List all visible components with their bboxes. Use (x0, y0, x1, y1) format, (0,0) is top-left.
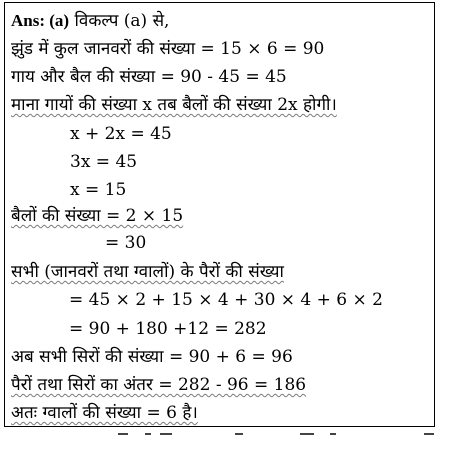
equation-line-1: x + 2x = 45 (70, 124, 172, 144)
solution-line-3: गाय और बैल की संख्या = 90 - 45 = 45 (11, 67, 287, 87)
option-text: विकल्प (a) से, (74, 11, 170, 31)
solution-line-9: = 90 + 180 +12 = 282 (69, 319, 267, 339)
solution-line-4: माना गायों की संख्या x तब बैलों की संख्या 2x होगी। (11, 95, 337, 115)
solution-box (4, 2, 435, 427)
solution-line-11: पैरों तथा सिरों का अंतर = 282 - 96 = 186 (11, 375, 307, 395)
solution-line-10: अब सभी सिरों की संख्या = 90 + 6 = 96 (11, 347, 293, 367)
solution-line-7: सभी (जानवरों तथा ग्वालों) के पैरों की संख्या (11, 262, 284, 282)
solution-line-2: झुंड में कुल जानवरों की संख्या = 15 × 6 = 90 (11, 39, 325, 59)
solution-line-8: = 45 × 2 + 15 × 4 + 30 × 4 + 6 × 2 (69, 290, 383, 310)
solution-line-1 (11, 11, 169, 31)
solution-line-6: = 30 (105, 233, 147, 253)
solution-line-5: बैलों की संख्या = 2 × 15 (11, 206, 184, 226)
equation-line-3: x = 15 (70, 180, 127, 200)
answer-label: Ans: (a) (11, 11, 70, 30)
solution-line-12: अतः ग्वालों की संख्या = 6 है। (11, 403, 198, 423)
equation-line-2: 3x = 45 (70, 152, 138, 172)
cropped-next-line (0, 431, 466, 437)
